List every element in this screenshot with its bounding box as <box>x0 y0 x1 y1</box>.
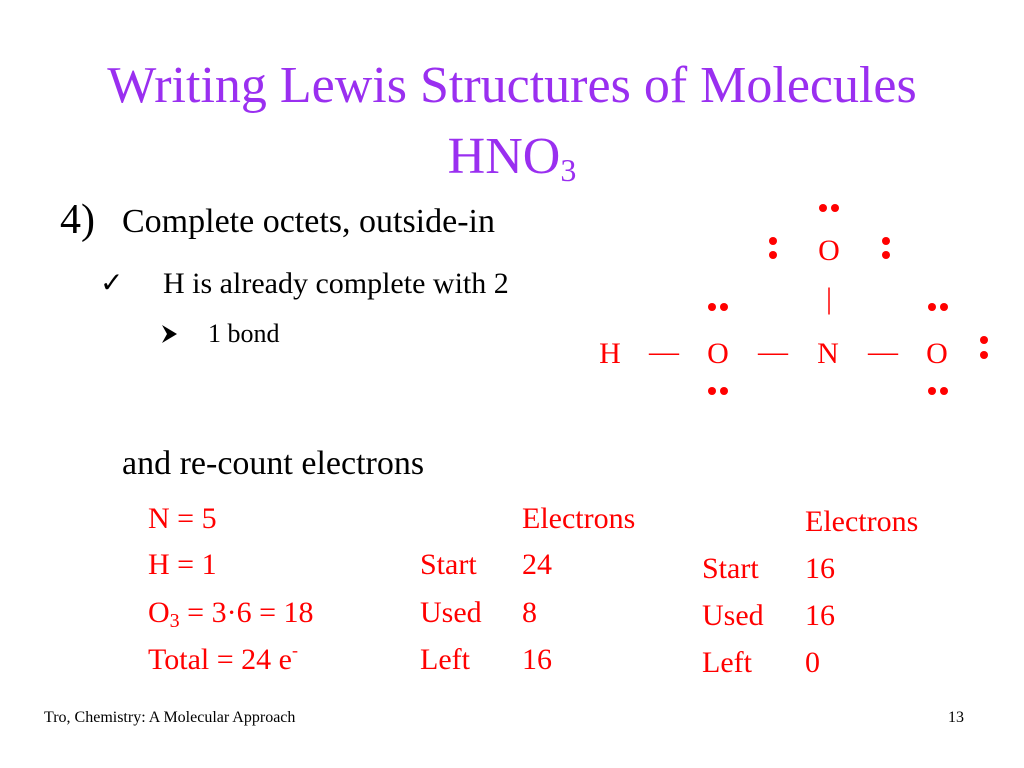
count-before-value: 16 <box>522 643 552 676</box>
arrow-bullet-icon <box>160 323 180 345</box>
bond-h-o: — <box>649 335 679 368</box>
lone-pair-dots <box>928 303 948 311</box>
formula-subscript: 3 <box>560 152 577 188</box>
lone-pair-dots <box>882 237 890 259</box>
recount-heading: and re-count electrons <box>122 445 425 482</box>
bond-n-o: — <box>868 335 898 368</box>
lone-pair-dots <box>928 387 948 395</box>
bond-n-o-top: | <box>825 282 833 315</box>
atom-o-right: O <box>926 337 948 370</box>
page-number: 13 <box>948 709 964 726</box>
step-text: Complete octets, outside-in <box>122 203 495 240</box>
lone-pair-dots <box>708 303 728 311</box>
arrow-bullet-text: 1 bond <box>208 319 280 348</box>
footer-source: Tro, Chemistry: A Molecular Approach <box>44 709 296 726</box>
atom-o-left: O <box>707 337 729 370</box>
count-after-value: 0 <box>805 646 820 679</box>
count-after-label: Used <box>702 599 764 632</box>
atom-o-top: O <box>818 234 840 267</box>
valence-o3 <box>148 596 314 630</box>
check-bullet-text: H is already complete with 2 <box>163 267 509 300</box>
count-after-value: 16 <box>805 599 835 632</box>
checkmark-icon: ✓ <box>100 268 124 299</box>
valence-h: H = 1 <box>148 548 217 581</box>
valence-o3-value: = 3·6 = 18 <box>179 596 314 629</box>
count-before-label: Left <box>420 643 470 676</box>
atom-n: N <box>817 337 839 370</box>
valence-o3-symbol: O <box>148 596 170 629</box>
bond-o-n: — <box>758 335 788 368</box>
count-after-label: Left <box>702 646 752 679</box>
valence-total <box>148 640 298 677</box>
count-after-label: Start <box>702 552 759 585</box>
count-before-value: 8 <box>522 596 537 629</box>
lone-pair-dots <box>708 387 728 395</box>
count-before-header: Electrons <box>522 502 636 535</box>
valence-n: N = 5 <box>148 502 217 535</box>
count-after-header: Electrons <box>805 505 919 538</box>
step-number: 4) <box>60 197 95 243</box>
slide-subtitle <box>0 128 1024 188</box>
lone-pair-dots <box>980 336 988 359</box>
lone-pair-dots <box>769 237 777 259</box>
count-before-label: Start <box>420 548 477 581</box>
electron-charge-superscript: - <box>291 640 298 660</box>
valence-o3-subscript: 3 <box>169 610 180 632</box>
count-before-label: Used <box>420 596 482 629</box>
lewis-structure-diagram <box>580 180 1010 410</box>
lone-pair-dots <box>819 204 839 212</box>
atom-h: H <box>599 337 621 370</box>
valence-total-text: Total = 24 e <box>148 643 292 676</box>
formula-main: HNO <box>447 128 561 185</box>
count-after-value: 16 <box>805 552 835 585</box>
slide-title: Writing Lewis Structures of Molecules <box>107 57 917 114</box>
count-before-value: 24 <box>522 548 552 581</box>
